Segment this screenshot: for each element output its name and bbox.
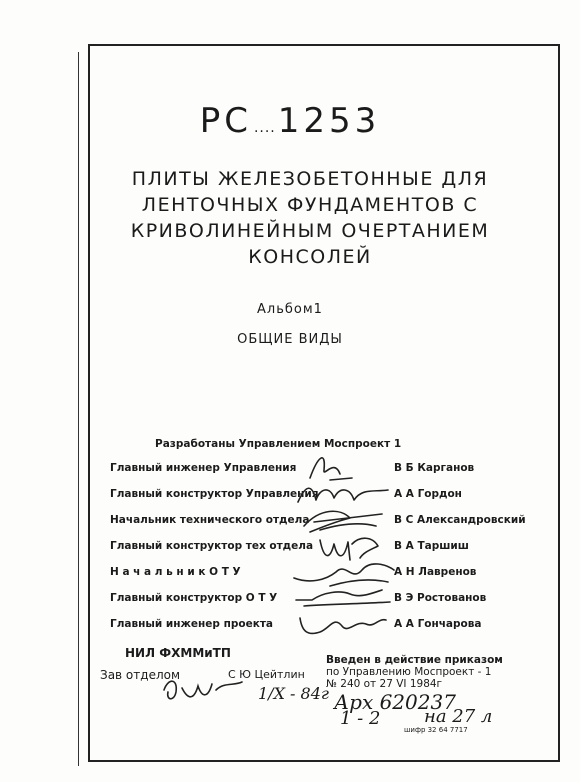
approval-person: В А Таршиш (394, 540, 469, 552)
album-label: Альбом1 (257, 302, 323, 317)
document-code (0, 101, 580, 145)
title-line-1: ПЛИТЫ ЖЕЛЕЗОБЕТОННЫЕ ДЛЯ (131, 168, 489, 190)
approval-row (110, 618, 510, 638)
approval-role: Н а ч а л ь н и к О Т У (110, 566, 241, 578)
lab-name: НИЛ ФХММиТП (125, 646, 231, 660)
title-line-2: ЛЕНТОЧНЫХ ФУНДАМЕНТОВ С (141, 194, 479, 216)
scan-edge-line (78, 52, 79, 766)
approval-role: Начальник технического отдела (110, 514, 310, 526)
document-code-dots: .... (253, 120, 276, 136)
developed-by: Разработаны Управлением Моспроект 1 (155, 438, 402, 450)
approval-role: Главный инженер проекта (110, 618, 274, 630)
order-line-1: Введен в действие приказом (326, 654, 503, 666)
sheet-range: 1 - 2 (340, 708, 381, 729)
approval-person: А А Гончарова (394, 618, 482, 630)
approval-person: А Н Лавренов (394, 566, 477, 578)
cipher-stamp: шифр 32 64 7717 (404, 726, 468, 734)
approval-role: Главный конструктор О Т У (110, 592, 278, 604)
approval-person: В С Александровский (394, 514, 526, 526)
document-code-number: 1253 (277, 101, 381, 141)
department-head-name: С Ю Цейтлин (228, 668, 305, 681)
title-line-4: КОНСОЛЕЙ (248, 246, 372, 268)
signature (290, 608, 400, 642)
approval-role: Главный конструктор Управления (110, 488, 319, 500)
approval-person: В Э Ростованов (394, 592, 487, 604)
approval-person: А А Гордон (394, 488, 462, 500)
title-line-3: КРИВОЛИНЕЙНЫМ ОЧЕРТАНИЕМ (130, 220, 490, 242)
sheet-count: на 27 л (424, 706, 493, 727)
order-line-2: по Управлению Моспроект - 1 (326, 666, 492, 678)
department-head-label: Зав отделом (100, 668, 181, 682)
approval-person: В Б Карганов (394, 462, 475, 474)
document-code-prefix: РС (199, 101, 252, 141)
approval-role: Главный конструктор тех отдела (110, 540, 314, 552)
approval-role: Главный инженер Управления (110, 462, 297, 474)
handwritten-date: 1/X - 84г (258, 684, 329, 703)
signature (158, 672, 248, 706)
order-line-3: № 240 от 27 VI 1984г (326, 678, 443, 690)
archive-number: Арх 620237 (334, 690, 456, 714)
views-label: ОБЩИЕ ВИДЫ (237, 332, 343, 347)
